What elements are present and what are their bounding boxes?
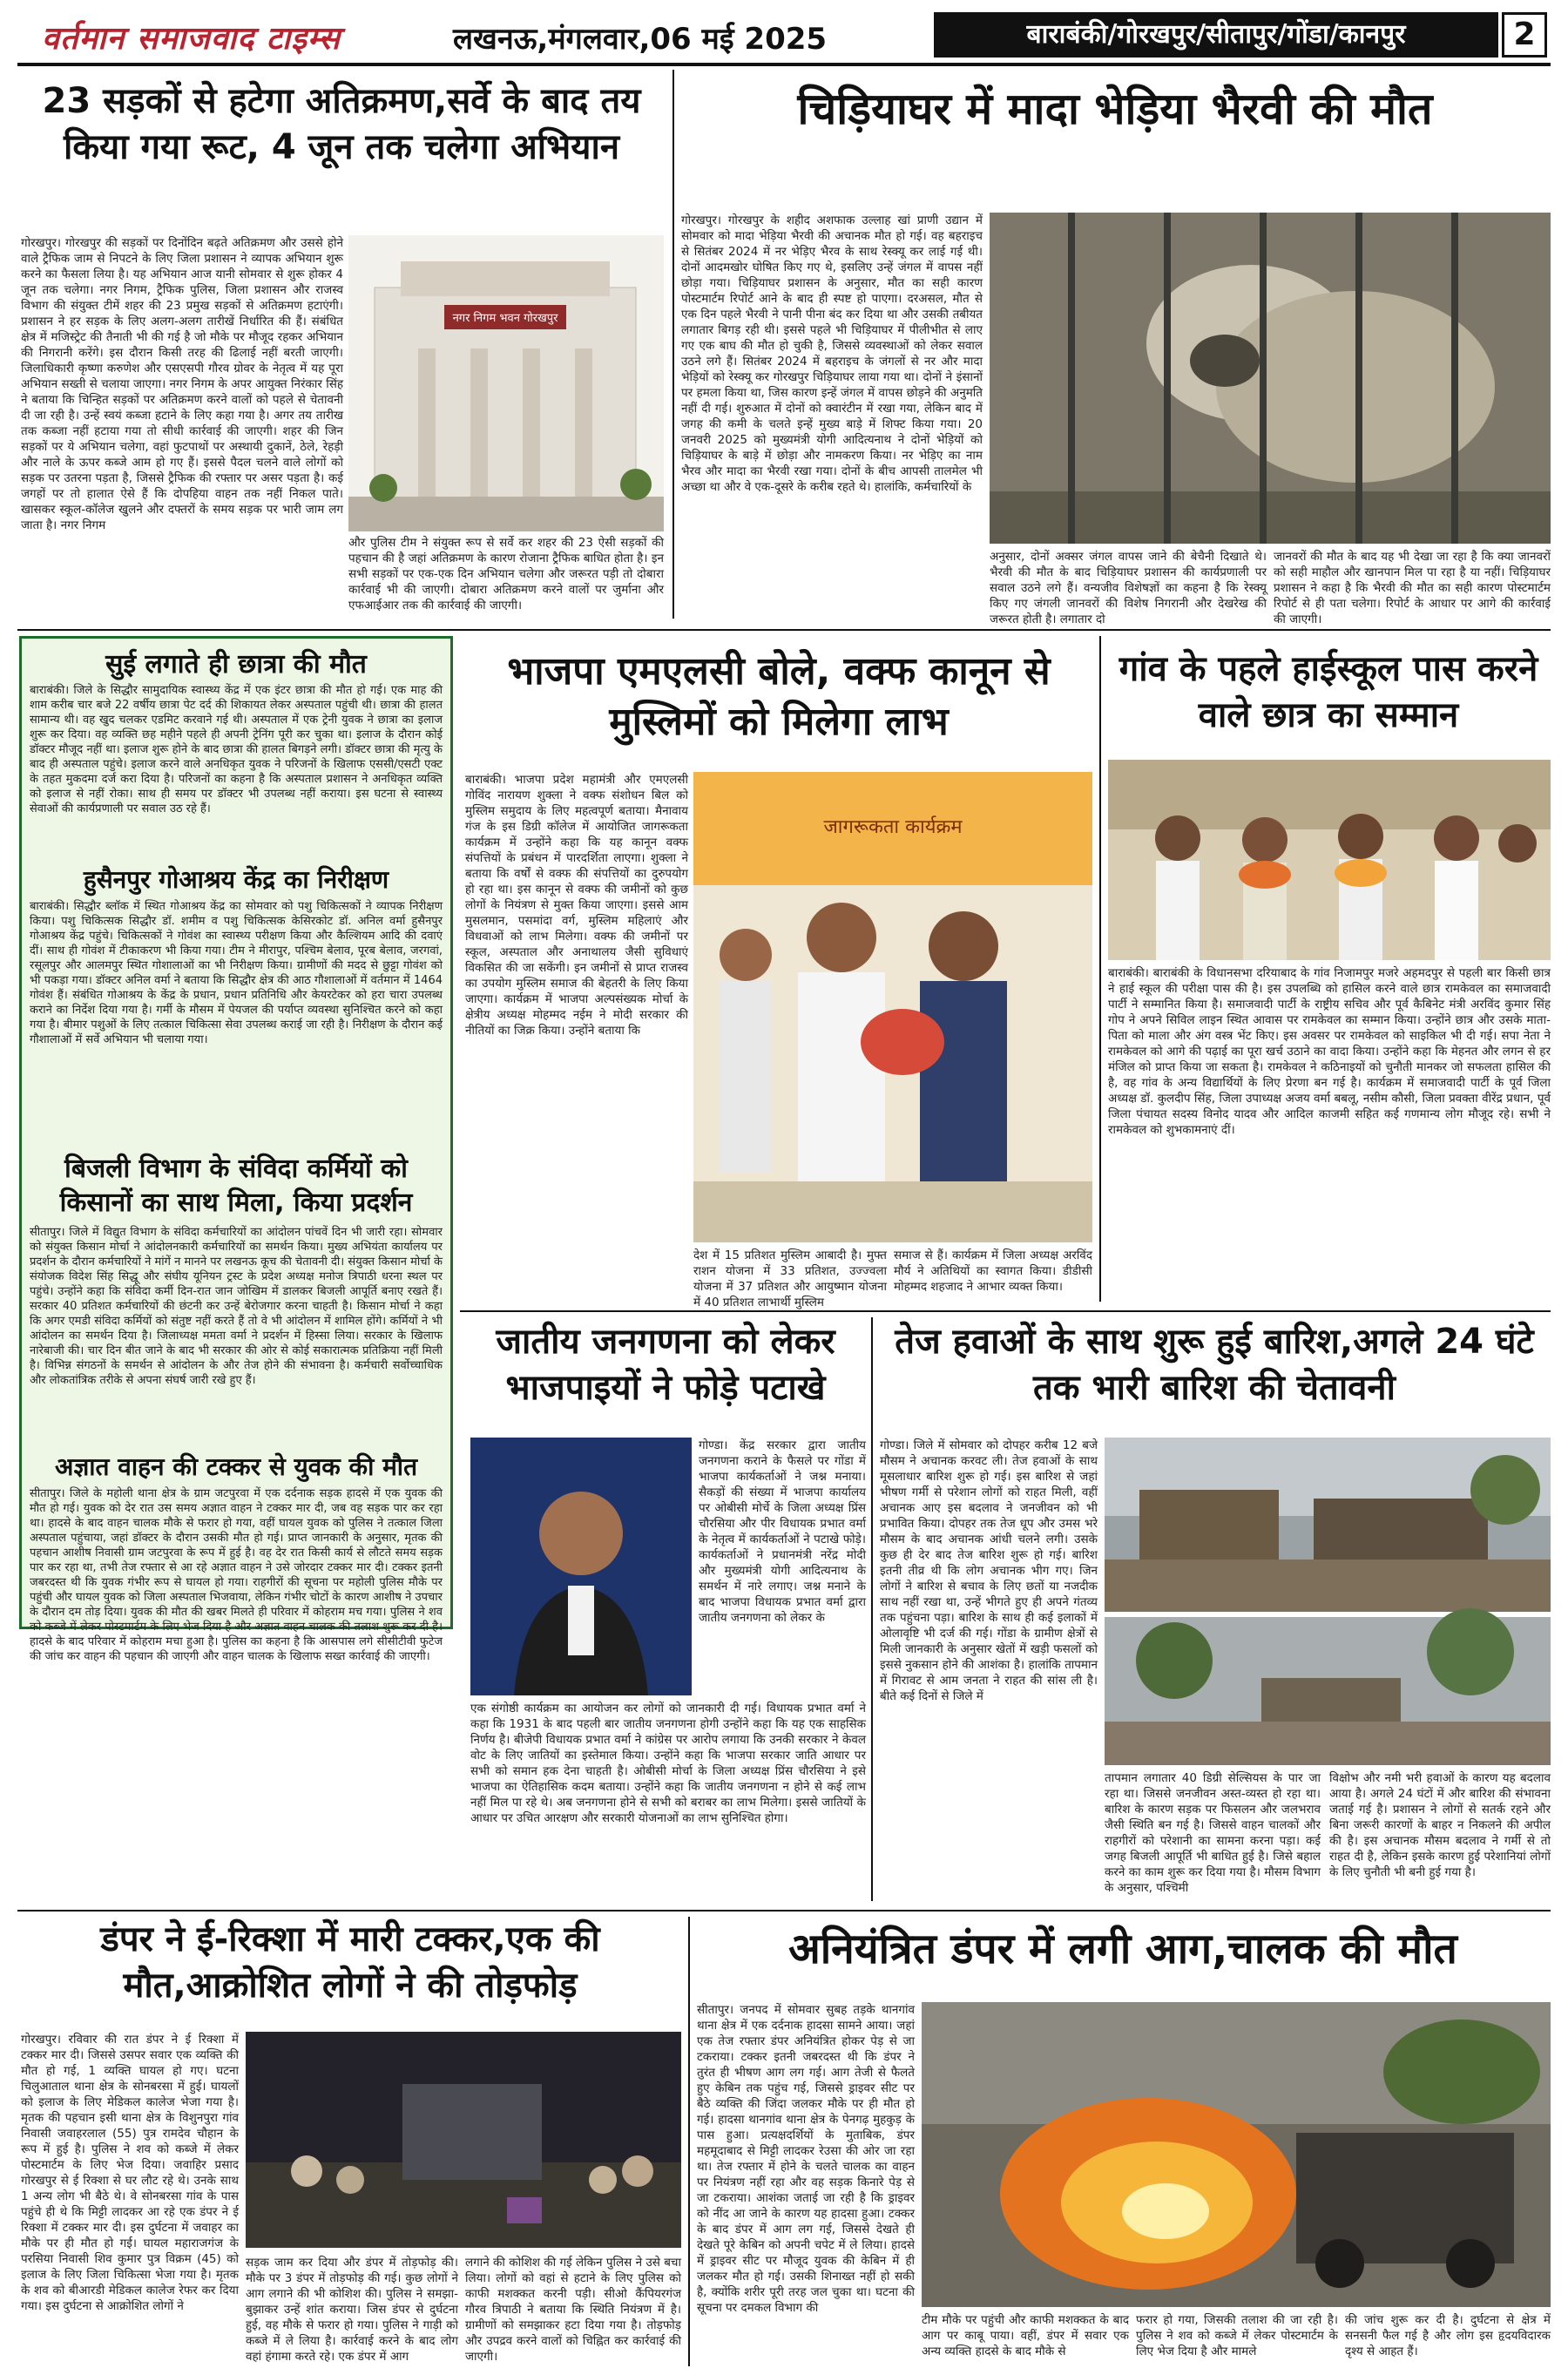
story1-body2: और पुलिस टीम ने संयुक्त रूप से सर्वे कर शहर की 23 ऐसी सड़कों की पहचान की है जहां अतिक्रमण के कारण रोजाना ट्रैफिक बाधित होता है। इन सभी सड़कों पर एक-एक दिन अभियान चलेगा और जरूरत पड़ी तो दोबारा कार्रवाई भी की जाएगी। दोबारा अतिक्रमण करने वालों पर जुर्माना और एफआईआर तक की कार्रवाई की जाएगी। xyxy=(348,536,664,612)
brief1-headline: सुई लगाते ही छात्रा की मौत xyxy=(105,649,367,680)
wolf-photo xyxy=(990,213,1551,544)
brief2-body: बाराबंकी। सिद्धौर ब्लॉक में स्थित गोआश्रय केंद्र का सोमवार को पशु चिकित्सकों ने व्यापक निरीक्षण किया। पशु चिकित्सक सिद्धौर डॉ. शमीम व पशु चिकित्सक केसिरकोट डॉ. अनिल वर्मा हुसैनपुर गोआश्रय केंद्र पहुंचे। चिकित्सकों ने गोवंश का स्वास्थ्य परीक्षण किया और कैल्शियम आदि की दवाएं दीं। साथ ही गोवंश में टीकाकरण भी किया गया। टीम ने मीरापुर, पश्चिम बेलाव, पूरब बेलाव, जरगवां, रसूलपुर और आलमपुर स्थित गोशालाओं का भी निरीक्षण किया। ग्रामीणों की मदद से छुट्टा गोवंश को भी पकड़ा गया। डॉक्टर अनिल वर्मा ने बताया कि सिद्धौर क्षेत्र की आठ गौशालाओं में वर्तमान में 1464 गोवंश हैं। संबंधित गोआश्रय के केंद्र के प्रधान, प्रधान प्रतिनिधि और केयरटेकर को हरा चारा उपलब्ध कराने का निर्देश दिया गया है। गर्मी के मौसम में पेयजल की पर्याप्त व्यवस्था सुनिश्चित करने को कहा गया है। बीमार पशुओं के लिए तत्काल चिकित्सा सेवा उपलब्ध कराई जा रही है। निरीक्षण के दौरान कई गौशालाओं में सर्वे अभियान भी चलाया गया। xyxy=(30,900,443,1046)
story5-headline: जातीय जनगणना को लेकर भाजपाइयों ने फोड़े पटाखे xyxy=(496,1322,835,1408)
story7-headline: डंपर ने ई-रिक्शा में मारी टक्कर,एक की मौत,आक्रोशित लोगों ने की तोड़फोड़ xyxy=(100,1919,600,2006)
masthead xyxy=(17,9,1551,66)
building-photo xyxy=(348,235,664,531)
panelist-photo xyxy=(470,1438,692,1695)
story7-body1: गोरखपुर। रविवार की रात डंपर ने ई रिक्शा में टक्कर मार दी। जिससे उसपर सवार एक व्यक्ति की मौत हो गई, 1 व्यक्ति घायल हो गए। घटना चिलुआताल थाना क्षेत्र के सोनबरसा में हुई। घायलों को इलाज के लिए मेडिकल कालेज भेजा गया है। मृतक की पहचान इसी थाना क्षेत्र के विशुनपुरा गांव निवासी जवाहरलाल (55) पुत्र रामदेव चौहान के रूप में हुई है। पुलिस ने शव को कब्जे में लेकर पोस्टमार्टम के लिए भेज दिया। जवाहिर प्रसाद गोरखपुर से ई रिक्शा से घर लौट रहे थे। उनके साथ 1 अन्य लोग भी बैठे थे। वे सोनबरसा गांव के पास पहुंचे ही थे कि मिट्टी लादकर आ रहे एक डंपर ने ई रिक्शा में टक्कर मार दी। इस दुर्घटना में जवाहर का मौके पर ही मौत हो गई। घायल महाराजगंज के परसिया निवासी शिव कुमार पुत्र विक्रम (45) को इलाज के लिए जिला चिकित्सा भेजा गया है। मृतक के शव को बीआरडी मेडिकल कालेज रेफर कर दिया गया। इस दुर्घटना से आक्रोशित लोगों ने xyxy=(21,2033,239,2313)
mlc-event-photo xyxy=(693,772,1092,1242)
story3-headline: भाजपा एमएलसी बोले, वक्फ कानून से मुस्लिमों को मिलेगा लाभ xyxy=(507,649,1051,745)
brief4-headline: अज्ञात वाहन की टक्कर से युवक की मौत xyxy=(54,1452,418,1481)
story3-body3: समाज से हैं। कार्यक्रम में जिला अध्यक्ष अरविंद मौर्य ने अतिथियों का स्वागत किया। डीडीसी मोहम्मद शहजाद ने आभार व्यक्त किया। xyxy=(894,1248,1092,1294)
column-rule xyxy=(688,1917,690,2366)
story8-headline: अनियंत्रित डंपर में लगी आग,चालक की मौत xyxy=(788,1925,1457,1973)
brief2-headline: हुसैनपुर गोआश्रय केंद्र का निरीक्षण xyxy=(83,865,389,894)
burning-dumper-photo xyxy=(922,2002,1551,2307)
brief4-body: सीतापुर। जिले के महोली थाना क्षेत्र के ग्राम जटपुरवा में एक दर्दनाक सड़क हादसे में एक युवक की मौत हो गई। युवक को देर रात उस समय अज्ञात वाहन ने टक्कर मार दी, जब वह सड़क पार कर रहा था। हादसे के बाद वाहन चालक मौके से फरार हो गया, वहीं घायल युवक को पुलिस ने तत्काल जिला अस्पताल पहुंचाया, जहां डॉक्टर के दौरान उसकी मौत हो गई। प्राप्त जानकारी के अनुसार, मृतक की पहचान आशीष निवासी ग्राम जटपुरवा के रूप में हुई है। वह देर रात किसी कार्य से लौटते समय सड़क पार कर रहा था, तभी तेज रफ्तार से आ रहे अज्ञात वाहन ने उसे जोरदार टक्कर मार दी। टक्कर इतनी जबरदस्त थी कि युवक गंभीर रूप से घायल हो गया। राहगीरों की सूचना पर महोली पुलिस मौके पर पहुंची और घायल युवक को जिला अस्पताल भिजवाया, लेकिन गंभीर चोटों के कारण आशीष ने उपचार के दौरान दम तोड़ दिया। युवक की मौत की खबर मिलते ही परिवार में कोहराम मच गया। पुलिस ने शव को कब्जे में लेकर पोस्टमार्टम के लिए भेज दिया है और अज्ञात वाहन चालक की तलाश शुरू कर दी है। हादसे के बाद परिवार में कोहराम मचा हुआ है। पुलिस का कहना है कि आसपास लगे सीसीटीवी फुटेज की जांच कर वाहन की पहचान की जाएगी और वाहन चालक के खिलाफ सख्त कार्रवाई की जाएगी। xyxy=(30,1487,443,1663)
story3-body2: देश में 15 प्रतिशत मुस्लिम आबादी है। मुफ्त राशन योजना में 33 प्रतिशत, उज्ज्वला योजना में 37 प्रतिशत और आयुष्मान योजना में 40 प्रतिशत लाभार्थी मुस्लिम xyxy=(693,1248,887,1309)
edition-banner: बाराबंकी/गोरखपुर/सीतापुर/गोंडा/कानपुर xyxy=(934,12,1498,58)
rain-photo-2 xyxy=(1105,1617,1551,1765)
story3-body1: बाराबंकी। भाजपा प्रदेश महामंत्री और एमएलसी गोविंद नारायण शुक्ला ने वक्फ संशोधन बिल को मुस्लिम समुदाय के लिए महत्वपूर्ण बताया। मैनावाय गंज के इस डिग्री कॉलेज में आयोजित जागरूकता कार्यक्रम में उन्होंने कहा कि यह कानून वक्फ संपत्तियों के प्रबंधन में पारदर्शिता लाएगा। शुक्ला ने बताया कि वर्षों से वक्फ की संपत्तियों का दुरुपयोग हो रहा था। इस कानून से वक्फ की जमीनों को कुछ लोगों के नियंत्रण से मुक्त किया जाएगा। इससे आम मुसलमान, पसमांदा वर्ग, मुस्लिम महिलाएं और विधवाओं को लाभ मिलेगा। वक्फ की जमीनों पर स्कूल, अस्पताल और अनाथालय जैसी सुविधाएं विकसित की जा सकेंगी। इन जमीनों से प्राप्त राजस्व का उपयोग मुस्लिम समाज की बेहतरी के लिए किया जाएगा। कार्यक्रम में भाजपा अल्पसंख्यक मोर्चा के क्षेत्रीय अध्यक्ष मोहम्मद नईम ने मोदी सरकार की नीतियों का जिक्र किया। उन्होंने बताया कि xyxy=(465,773,688,1038)
story4-body: बाराबंकी। बाराबंकी के विधानसभा दरियाबाद के गांव निजामपुर मजरे अहमदपुर से पहली बार किसी छात्र ने हाई स्कूल की परीक्षा पास की है। इस उपलब्धि को हासिल करने वाले छात्र रामकेवल का समाजवादी पार्टी ने सम्मानित किया है। समाजवादी पार्टी के राष्ट्रीय सचिव और पूर्व कैबिनेट मंत्री अरविंद कुमार सिंह गोप ने अपने सिविल लाइन स्थित आवास पर रामकेवल का सम्मान किया। उन्होंने छात्र और उसके माता-पिता को माला और अंग वस्त्र भेंट किए। इस अवसर पर रामकेवल को साइकिल भी दी गई। सपा नेता ने रामकेवल को आगे की पढ़ाई का पूरा खर्च उठाने का वादा किया। उन्होंने कहा कि मेहनत और लगन से हर मंजिल को प्राप्त किया जा सकता है। रामकेवल ने कठिनाइयों को चुनौती मानकर जो सफलता हासिल की है, वह गांव के अन्य विद्यार्थियों के लिए प्रेरणा बन गई है। कार्यक्रम में समाजवादी पार्टी के पूर्व जिला अध्यक्ष डॉ. कुलदीप सिंह, जिला उपाध्यक्ष अजय वर्मा बबलू, नसीम कौसी, जिला प्रवक्ता वीरेंद्र प्रधान, पूर्व जिला पंचायत सदस्य विनोद यादव और आदिल काजमी सहित कई गणमान्य लोग मौजूद रहे। सभी ने रामकेवल को शुभकामनाएं दीं। xyxy=(1108,966,1551,1137)
page-number: 2 xyxy=(1502,12,1547,58)
story7-body2: सड़क जाम कर दिया और डंपर में तोड़फोड़ की। मौके पर 3 डंपर में तोड़फोड़ की गई। कुछ लोगों ने आग लगाने की भी कोशिश की। पुलिस ने समझा-बुझाकर उन्हें शांत कराया। जिस डंपर से दुर्घटना हुई, वह मौके से फरार हो गया। पुलिस ने गाड़ी को कब्जे में ले लिया है। कार्रवाई करने के बाद लोग वहां हंगामा करते रहे। एक डंपर में आग xyxy=(246,2256,458,2364)
story6-body2: तापमान लगातार 40 डिग्री सेल्सियस के पार जा रहा था। जिससे जनजीवन अस्त-व्यस्त हो रहा था। बारिश के कारण सड़क पर फिसलन और जलभराव जैसी स्थिति बन गई है। जिससे वाहन चालकों और राहगीरों को परेशानी का सामना करना पड़ा। कई जगह बिजली आपूर्ति भी बाधित हुई है। जिसे बहाल करने का काम शुरू कर दिया गया है। मौसम विभाग के अनुसार, पश्चिमी xyxy=(1105,1771,1321,1895)
event-banner-text: जागरूकता कार्यक्रम xyxy=(823,816,963,838)
column-rule xyxy=(1099,636,1101,1302)
building-sign-text: नगर निगम भवन गोरखपुर xyxy=(452,312,558,325)
brand-name: वर्तमान समाजवाद टाइम्स xyxy=(42,20,341,57)
brief3-headline: बिजली विभाग के संविदा कर्मियों को किसानों का साथ मिला, किया प्रदर्शन xyxy=(59,1154,413,1218)
dumper-protest-photo xyxy=(246,2032,681,2248)
brief1-body: बाराबंकी। जिले के सिद्धौर सामुदायिक स्वास्थ्य केंद्र में एक इंटर छात्रा की मौत हो गई। एक माह की शाम करीब चार बजे 22 वर्षीय छात्रा पेट दर्द की शिकायत लेकर अस्पताल पहुंची थी। छात्रा की हालत सामान्य थी। वह खुद चलकर एडमिट करवाने गई थी। अस्पताल में एक ट्रेनी युवक ने छात्रा का इलाज शुरू कर दिया। वह व्यक्ति छह महीने पहले ही अपनी ट्रेनिंग पूरी कर चुका था। इलाज के दौरान कोई डॉक्टर मौजूद नहीं था। इलाज शुरू होने के बाद छात्रा की हालत बिगड़ने लगी। डॉक्टर छात्रा की मृत्यु के बाद ही अस्पताल पहुंचे। इलाज करने वाले अनधिकृत युवक ने परिजनों के खिलाफ एससी/एसटी एक्ट के तहत मुकदमा दर्ज करा दिया है। परिजनों का कहना है कि अस्पताल प्रशासन ने अनधिकृत व्यक्ति को इलाज से नहीं रोका। साथ ही समय पर डॉक्टर भी उपलब्ध नहीं कराया। इस घटना से स्वास्थ्य सेवाओं की कार्यप्रणाली पर सवाल उठ रहे हैं। xyxy=(30,684,443,815)
section-rule xyxy=(17,629,1551,631)
story6-headline: तेज हवाओं के साथ शुरू हुई बारिश,अगले 24 घंटे तक भारी बारिश की चेतावनी xyxy=(895,1322,1534,1408)
column-rule xyxy=(672,70,674,619)
story2-headline: चिड़ियाघर में मादा भेड़िया भैरवी की मौत xyxy=(797,84,1433,134)
story1-headline: 23 सड़कों से हटेगा अतिक्रमण,सर्वे के बाद तय किया गया रूट, 4 जून तक चलेगा अभियान xyxy=(42,81,641,167)
story8-body1: सीतापुर। जनपद में सोमवार सुबह तड़के थानगांव थाना क्षेत्र में एक दर्दनाक हादसा सामने आया। जहां एक तेज रफ्तार डंपर अनियंत्रित होकर पेड़ से जा टकराया। टक्कर इतनी जबरदस्त थी कि डंपर ने तुरंत ही भीषण आग लग गई। आग तेजी से फैलते हुए केबिन तक पहुंच गई, जिससे ड्राइवर सीट पर बैठे व्यक्ति की जिंदा जलकर मौके पर ही मौत हो गई। हादसा थानगांव थाना क्षेत्र के पेनगढ़ मुहकुड़ के पास हुआ। प्रत्यक्षदर्शियों के मुताबिक, डंपर महमूदाबाद से मिट्टी लादकर रेउसा की ओर जा रहा था। तेज रफ्तार में होने के चलते चालक का वाहन पर नियंत्रण नहीं रहा और वह सड़क किनारे पेड़ से जा टकराया। आशंका जताई जा रही है कि ड्राइवर को नींद आ जाने के कारण यह हादसा हुआ। टक्कर के बाद डंपर में आग लग गई, जिससे देखते ही देखते पूरे केबिन को अपनी चपेट में ले लिया। हादसे में ड्राइवर सीट पर मौजूद युवक की केबिन में ही जलकर मौत हो गई। उसकी शिनाख्त नहीं हो सकी है, क्योंकि शरीर पूरी तरह जल चुका था। घटना की सूचना पर दमकल विभाग की xyxy=(697,2003,915,2315)
brief3-body: सीतापुर। जिले में विद्युत विभाग के संविदा कर्मचारियों का आंदोलन पांचवें दिन भी जारी रहा। सोमवार को संयुक्त किसान मोर्चा ने आंदोलनकारी कर्मचारियों का समर्थन किया। मुख्य अभियंता कार्यालय पर प्रदर्शन के दौरान कर्मचारियों ने मांगें न मानने पर लखनऊ कूच की चेतावनी दी। संयुक्त किसान मोर्चा के संयोजक विदेश सिंह सिद्धू और संघीय यूनियन ट्रस्ट के प्रदेश अध्यक्ष मनोज त्रिपाठी धरना स्थल पर पहुंचे। उन्होंने कहा कि संविदा कर्मी दिन-रात जान जोखिम में डालकर बिजली आपूर्ति बनाए रखते हैं। सरकार 40 प्रतिशत कर्मचारियों की छंटनी कर उन्हें बेरोजगार करना चाहती है। किसान मोर्चा ने कहा कि अगर एमडी संविदा कर्मियों को संतुष्ट नहीं करते हैं तो वे भी आंदोलन में शामिल होंगे। कर्मियों ने भी आंदोलन का समर्थन दिया है। जिलाध्यक्ष ममता वर्मा ने प्रदर्शन में हिस्सा लिया। सरकार के खिलाफ नारेबाजी की। चार दिन बीत जाने के बाद भी सरकार की ओर से कोई सकारात्मक प्रतिक्रिया नहीं मिली है। विभिन्न संगठनों के समर्थन से आंदोलन के और तेज होने की संभावना है। कर्मचारी सर्वोच्चाधिक और लोकतांत्रिक तरीके से अपना संघर्ष जारी रखे हुए हैं। xyxy=(30,1226,443,1387)
column-rule xyxy=(871,1317,873,1901)
story4-headline: गांव के पहले हाईस्कूल पास करने वाले छात्र का सम्मान xyxy=(1119,649,1538,735)
story6-body1: गोण्डा। जिले में सोमवार को दोपहर करीब 12 बजे मौसम ने अचानक करवट ली। तेज हवाओं के साथ मूसलाधार बारिश शुरू हो गई। इस बारिश से जहां भीषण गर्मी से परेशान लोगों को राहत मिली, वहीं अचानक आए इस बदलाव ने जनजीवन को भी प्रभावित किया। दोपहर तक तेज धूप और उमस भरे मौसम के बाद अचानक आंधी चलने लगी। उसके कुछ ही देर बाद तेज बारिश शुरू हो गई। बारिश इतनी तीव्र थी कि लोग अचानक भीग गए। जिन लोगों ने बारिश से बचाव के लिए छतों या नजदीक साथ नहीं रखा था, उन्हें भीगते हुए ही अपने गंतव्य तक पहुंचना पड़ा। बारिश के साथ ही कई इलाकों में ओलावृष्टि भी दर्ज की गई। गोंडा के ग्रामीण क्षेत्रों से मिली जानकारी के अनुसार खेतों में खड़ी फसलों को इससे नुकसान होने की आशंका है। हालांकि तापमान में गिरावट से आम जनता ने राहत की सांस ली है। बीते कई दिनों से जिले में xyxy=(880,1438,1098,1703)
story5-body2: एक संगोष्ठी कार्यक्रम का आयोजन कर लोगों को जानकारी दी गई। विधायक प्रभात वर्मा ने कहा कि 1931 के बाद पहली बार जातीय जनगणना होगी उन्होंने कहा कि यह एक साहसिक निर्णय है। बीजेपी विधायक प्रभात वर्मा ने कांग्रेस पर आरोप लगाया कि उनकी सरकार ने केवल वोट के लिए जातियों का इस्तेमाल किया। उन्होंने कहा कि भाजपा सरकार जाति आधार पर सभी को समान हक देना चाहती है। ओबीसी मोर्चा के जिला अध्यक्ष प्रिंस चौरसिया ने इसे भाजपा का ऐतिहासिक कदम बताया। उन्होंने कहा कि जातीय जनगणना न होने से कई लाभ नहीं मिल पा रहे थे। अब जनगणना होने से सभी को बराबर का लाभ मिलेगा। इससे जातियों के आधार पर उचित आरक्षण और सरकारी योजनाओं का लाभ सुनिश्चित होगा। xyxy=(470,1702,866,1825)
student-honour-photo xyxy=(1108,760,1551,960)
story2-body3: जानवरों की मौत के बाद यह भी देखा जा रहा है कि क्या जानवरों को सही माहौल और खानपान मिल पा रहा है या नहीं। चिड़ियाघर प्रशासन ने कहा है कि भैरवी की मौत का सही कारण पोस्टमार्टम रिपोर्ट से ही पता चलेगा। रिपोर्ट के आधार पर आगे की कार्रवाई की जाएगी। xyxy=(1274,550,1551,626)
story5-body1: गोण्डा। केंद्र सरकार द्वारा जातीय जनगणना कराने के फैसले पर गोंडा में भाजपा कार्यकर्ताओं ने जश्न मनाया। सैकड़ों की संख्या में भाजपा कार्यालय पर ओबीसी मोर्चे के जिला अध्यक्ष प्रिंस चौरसिया और पीर विधायक प्रभात वर्मा के नेतृत्व में कार्यकर्ताओं ने पटाखे फोड़े। कार्यकर्ताओं ने प्रधानमंत्री नरेंद्र मोदी और मुख्यमंत्री योगी आदित्यनाथ के समर्थन में नारे लगाए। जश्न मनाने के बाद भाजपा विधायक प्रभात वर्मा द्वारा जातीय जनगणना को लेकर के xyxy=(699,1438,866,1625)
story2-body2: अनुसार, दोनों अक्सर जंगल वापस जाने की बेचैनी दिखाते थे। भैरवी की मौत के बाद चिड़ियाघर प्रशासन की कार्यप्रणाली पर सवाल उठने लगे हैं। वन्यजीव विशेषज्ञों का कहना है कि रेस्क्यू किए गए जंगली जानवरों की विशेष निगरानी और देखरेख की जरूरत होती है। लगातार दो xyxy=(990,550,1267,626)
story1-body1: गोरखपुर। गोरखपुर की सड़कों पर दिनोंदिन बढ़ते अतिक्रमण और उससे होने वाले ट्रैफिक जाम से निपटने के लिए जिला प्रशासन ने व्यापक अभियान शुरू करने का फैसला लिया है। यह अभियान आज यानी सोमवार से शुरू होकर 4 जून तक चलेगा। नगर निगम, ट्रैफिक पुलिस, जिला प्रशासन और राजस्व विभाग की संयुक्त टीमें शहर की 23 प्रमुख सड़कों से अतिक्रमण हटाएंगी। प्रशासन ने हर सड़क के लिए अलग-अलग तारीखें निर्धारित की हैं। संबंधित क्षेत्र में मजिस्ट्रेट की तैनाती भी की गई है जो मौके पर मौजूद रहकर अभियान की निगरानी करेंगे। इस दौरान किसी तरह की ढिलाई नहीं बरती जाएगी। जिलाधिकारी कृष्णा करुणेश और एसएसपी गौरव ग्रोवर के नेतृत्व में यह पूरा अभियान सख्ती से चलाया जाएगा। नगर निगम के अपर आयुक्त निरंकार सिंह ने बताया कि चिन्हित सड़कों पर अतिक्रमण करने वालों को पहले से चेतावनी दी जा रही है। उन्हें स्वयं कब्जा हटाने के लिए कहा गया है। अगर तय तारीख तक कब्जा नहीं हटाया गया तो सीधी कार्रवाई की जाएगी। शहर की जिन सड़कों पर ये अभियान चलेगा, वहां फुटपाथों पर अस्थायी दुकानें, ठेले, रेहड़ी और नाले के ऊपर कब्जे आम हो गए हैं। इससे पैदल चलने वाले लोगों को सड़क पर उतरना पड़ता है, जिससे ट्रैफिक की रफ्तार पर असर पड़ता है। कई जगहों पर तो हालात ऐसे हैं कि दोपहिया वाहन तक नहीं निकल पाते। खासकर स्कूल-कॉलेज खुलने और दफ्तरों के समय सड़क पर भारी जाम लग जाता है। नगर निगम xyxy=(21,236,343,532)
story8-body4: की जांच शुरू कर दी है। दुर्घटना से क्षेत्र में सनसनी फैल गई है और लोग इस हृदयविदारक दृश्य से आहत हैं। xyxy=(1345,2313,1551,2358)
story8-body2: टीम मौके पर पहुंची और काफी मशक्कत के बाद आग पर काबू पाया। वहीं, डंपर में सवार एक अन्य व्यक्ति हादसे के बाद मौके से xyxy=(922,2313,1129,2358)
story2-body1: गोरखपुर। गोरखपुर के शहीद अशफाक उल्लाह खां प्राणी उद्यान में सोमवार को मादा भेड़िया भैरवी की अचानक मौत हो गई। वह बहराइच से सितंबर 2024 में नर भेड़िए भैरव के साथ रेस्क्यू कर लाई गई थी। दोनों आदमखोर घोषित किए गए थे, इसलिए उन्हें जंगल में वापस नहीं छोड़ा गया। चिड़ियाघर प्रशासन के अनुसार, मौत का सही कारण पोस्टमार्टम रिपोर्ट आने के बाद ही स्पष्ट हो पाएगा। दरअसल, मौत से एक दिन पहले भैरवी ने पानी पीना बंद कर दिया था और उसकी तबीयत लगातार बिगड़ रही थी। इससे पहले भी चिड़ियाघर में पीलीभीत से लाए गए एक बाघ की मौत हो चुकी है, जिससे व्यवस्थाओं को लेकर सवाल उठने लगे हैं। सितंबर 2024 में बहराइच के जंगलों से नर और मादा भेड़ियों को रेस्क्यू कर गोरखपुर चिड़ियाघर लाया गया था। दोनों ने इंसानों पर हमला किया था, जिस कारण इन्हें जंगल में वापस छोड़ने की अनुमति नहीं दी गई। शुरुआत में दोनों को क्वारंटीन में रखा गया, लेकिन बाद में जगह की कमी के चलते इन्हें मुख्य बाड़े में शिफ्ट किया गया। 20 जनवरी 2025 को मुख्यमंत्री योगी आदित्यनाथ ने दोनों भेड़ियों को चिड़ियाघर के बाड़े में छोड़ा और नामकरण किया। नर भेड़िए का नाम भैरव और मादा का भैरवी रखा गया। दोनों के बीच आपसी तालमेल भी अच्छा था और वे एक-दूसरे के करीब रहते थे। हालांकि, कर्मचारियों के xyxy=(681,213,983,494)
story8-body3: फरार हो गया, जिसकी तलाश की जा रही है। पुलिस ने शव को कब्जे में लेकर पोस्टमार्टम के लिए भेज दिया है और मामले xyxy=(1136,2313,1338,2358)
dateline: लखनऊ,मंगलवार,06 मई 2025 xyxy=(453,22,828,57)
story7-body3: लगाने की कोशिश की गई लेकिन पुलिस ने उसे बचा लिया। लोगों को वहां से हटाने के लिए पुलिस को काफी मशक्कत करनी पड़ी। सीओ कैंपियरगंज गौरव त्रिपाठी ने बताया कि स्थिति नियंत्रण में है। ग्रामीणों को समझाकर हटा दिया गया है। तोड़फोड़ और उपद्रव करने वालों को चिह्नित कर कार्रवाई की जाएगी। xyxy=(465,2256,681,2364)
story6-body3: विक्षोभ और नमी भरी हवाओं के कारण यह बदलाव आया है। अगले 24 घंटों में और बारिश की संभावना जताई गई है। प्रशासन ने लोगों से सतर्क रहने और बिना जरूरी कारणों के बाहर न निकलने की अपील की है। इस अचानक मौसम बदलाव ने गर्मी से तो राहत दी है, लेकिन इसके कारण हुई परेशानियां लोगों के लिए चुनौती भी बनी हुई गया है। xyxy=(1329,1771,1551,1879)
section-rule xyxy=(460,1310,1551,1312)
rain-photo-1 xyxy=(1105,1438,1551,1612)
section-rule xyxy=(17,1910,1551,1912)
